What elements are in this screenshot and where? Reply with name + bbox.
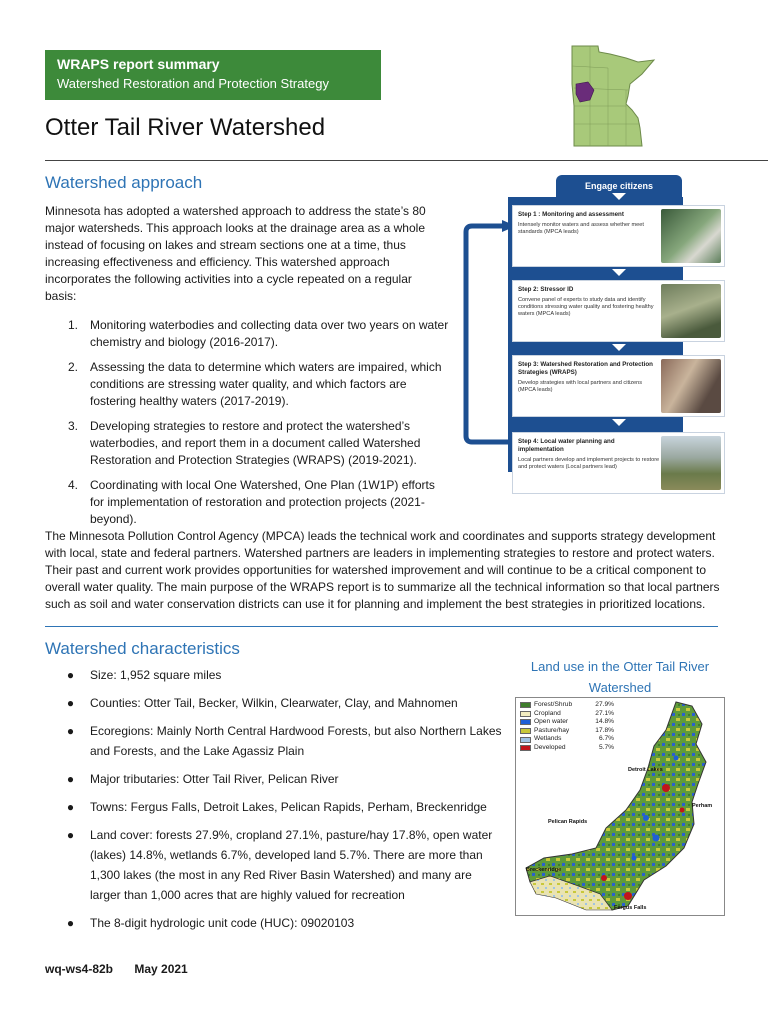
list-item: ● Land cover: forests 27.9%, cropland 27.1%, pasture/hay 17.8%, open water (lakes) 14.8%, wetlands 6.7%, developed land 5.7%. There are more than 1,300 lakes (the most in any Red River Basin Watershed) and many are larger than 1,000 acres that are highly valued for recreation (45, 825, 505, 905)
list-item (45, 317, 450, 351)
legend-value: 6.7% (598, 735, 614, 743)
legend-swatch (520, 745, 531, 751)
title-divider (45, 160, 768, 161)
arrow-down-icon (612, 193, 626, 200)
document-date: May 2021 (134, 962, 188, 976)
list-number: 1. (67, 318, 78, 332)
step-title: Step 1 : Monitoring and assessment (518, 211, 624, 218)
town-label: Fergus Falls (614, 905, 647, 911)
characteristics-list (45, 665, 505, 941)
list-item: ● Size: 1,952 square miles (45, 665, 505, 685)
legend-entry (520, 718, 614, 727)
step-monitoring (512, 205, 725, 267)
legend-swatch (520, 711, 531, 717)
approach-closing: The Minnesota Pollution Control Agency (MPCA) leads the technical work and coordinates and supports strategy development with local, state and federal partners. Watershed partners are leaders in implementing strategies to restore and protect waters. Their past and current work provides opportunities for watershed improvement and will continue to be a critical component to overall water quality. The main purpose of the WRAPS report is to summarize all the technical information so that local partners such as soil and water conservation districts can use it for planning and implement the best strategies in prioritized locations. (45, 529, 720, 611)
list-text: Counties: Otter Tail, Becker, Wilkin, Clearwater, Clay, and Mahnomen (90, 696, 458, 710)
legend-name: Forest/Shrub (534, 701, 573, 708)
section-divider (45, 626, 718, 627)
footer (45, 962, 206, 976)
legend-entry (520, 701, 614, 710)
list-item: ● Major tributaries: Otter Tail River, Pelican River (45, 769, 505, 789)
arrow-down-icon (612, 344, 626, 351)
step-body: Convene panel of experts to study data and identify conditions stressing water quality and fostering healthy waters (MPCA leads) (518, 297, 654, 318)
list-item: ● Towns: Fergus Falls, Detroit Lakes, Pelican Rapids, Perham, Breckenridge (45, 797, 505, 817)
legend-value: 17.8% (595, 726, 614, 734)
list-text: Size: 1,952 square miles (90, 668, 222, 682)
legend-name: Pasture/hay (534, 726, 570, 734)
list-item (45, 418, 450, 469)
engage-citizens-header: Engage citizens (556, 175, 682, 197)
banner-subtitle: Watershed Restoration and Protection Strategy (57, 76, 329, 91)
legend-swatch (520, 728, 531, 734)
list-number: 2. (67, 360, 78, 374)
legend-value: 5.7% (598, 743, 614, 751)
legend-entry (520, 744, 614, 753)
step-local-planning (512, 432, 725, 494)
watershed-cycle-diagram (460, 170, 728, 515)
report-banner (45, 50, 381, 100)
town-label: Perham (692, 803, 713, 809)
list-text: Monitoring waterbodies and collecting data over two years on water chemistry and biology (2016-2017). (90, 318, 449, 349)
legend-name: Wetlands (534, 735, 562, 743)
list-item: ● Counties: Otter Tail, Becker, Wilkin, Clearwater, Clay, and Mahnomen (45, 693, 505, 713)
list-text: The 8-digit hydrologic unit code (HUC): 09020103 (90, 916, 355, 930)
step-wraps (512, 355, 725, 417)
page-title: Otter Tail River Watershed (45, 114, 326, 141)
legend-swatch (520, 719, 531, 725)
landuse-map (515, 697, 725, 916)
list-text: Land cover: forests 27.9%, cropland 27.1%, pasture/hay 17.8%, open water (lakes) 14.8%, wetlands 6.7%, developed land 5.7%. There are more than 1,300 lakes (the most in any Red River Basin Watershed) and many are larger than 1,000 acres that are highly valued for recreation (90, 828, 493, 902)
step-body: Develop strategies with local partners and citizens (MPCA leads) (518, 380, 643, 394)
list-item: ● Ecoregions: Mainly North Central Hardwood Forests, but also Northern Lakes and Forests, and the Lake Agassiz Plain (45, 721, 505, 761)
step-title: Step 3: Watershed Restoration and Protection Strategies (WRAPS) (518, 361, 653, 376)
minnesota-locator-map (568, 44, 656, 148)
legend-entry (520, 710, 614, 719)
document-code: wq-ws4-82b (45, 962, 114, 976)
legend-value: 27.9% (595, 701, 614, 708)
planning-photo (661, 436, 721, 490)
step-body: Intensely monitor waters and assess whether meet standards (MPCA leads) (518, 222, 644, 236)
legend-value: 14.8% (595, 718, 614, 726)
section-heading-characteristics: Watershed characteristics (45, 639, 240, 658)
banner-title: WRAPS report summary (57, 56, 220, 72)
step-stressor-id (512, 280, 725, 342)
list-number: 4. (67, 478, 78, 492)
list-text: Developing strategies to restore and protect the watershed’s waterbodies, and report them in a document called Watershed Restoration and Protection Strategies (WRAPS) (2019-2021). (90, 419, 421, 467)
arrow-down-icon (612, 269, 626, 276)
town-label: Pelican Rapids (548, 819, 588, 825)
list-text: Ecoregions: Mainly North Central Hardwood Forests, but also Northern Lakes and Forests, and the Lake Agassiz Plain (90, 724, 502, 758)
list-text: Assessing the data to determine which waters are impaired, which conditions are stressing water quality, and which factors are fostering healthy waters (2017-2019). (90, 360, 442, 408)
legend-value: 27.1% (595, 709, 614, 717)
legend-swatch (520, 737, 531, 743)
town-label: Breckenridge (526, 867, 562, 873)
legend-swatch (520, 702, 531, 708)
list-text: Coordinating with local One Watershed, One Plan (1W1P) efforts for implementation of restoration and protection projects (2021-beyond). (90, 478, 435, 526)
arrow-down-icon (612, 419, 626, 426)
list-number: 3. (67, 419, 78, 433)
legend-entry (520, 727, 614, 736)
list-item (45, 477, 450, 528)
stressor-photo (661, 284, 721, 338)
wraps-photo (661, 359, 721, 413)
activities-list (45, 317, 450, 536)
list-item (45, 359, 450, 410)
monitoring-photo (661, 209, 721, 263)
legend-name: Open water (534, 718, 569, 726)
approach-intro: Minnesota has adopted a watershed approach to address the state’s 80 major watersheds. This approach looks at the drainage area as a whole instead of focusing on lakes and stream sections one at a time, thus increasing effectiveness and efficiency. This watershed approach incorporates the following activities into a cycle repeated on a regular basis: (45, 204, 426, 303)
step-title: Step 2: Stressor ID (518, 286, 574, 293)
legend-name: Cropland (534, 709, 561, 717)
cycle-return-arrow-icon (460, 220, 520, 450)
landuse-map-title: Land use in the Otter Tail River Watershed (530, 659, 710, 695)
section-heading-approach: Watershed approach (45, 173, 203, 192)
list-text: Towns: Fergus Falls, Detroit Lakes, Pelican Rapids, Perham, Breckenridge (90, 800, 487, 814)
step-body: Local partners develop and implement projects to restore and protect waters (Local partners lead) (518, 457, 660, 471)
legend-name: Developed (534, 743, 566, 751)
list-text: Major tributaries: Otter Tail River, Pelican River (90, 772, 339, 786)
list-item: ● The 8-digit hydrologic unit code (HUC): 09020103 (45, 913, 505, 933)
legend-entry (520, 735, 614, 744)
landuse-legend (520, 701, 614, 753)
step-title: Step 4: Local water planning and implementation (518, 438, 615, 453)
town-label: Detroit Lakes (628, 767, 663, 773)
